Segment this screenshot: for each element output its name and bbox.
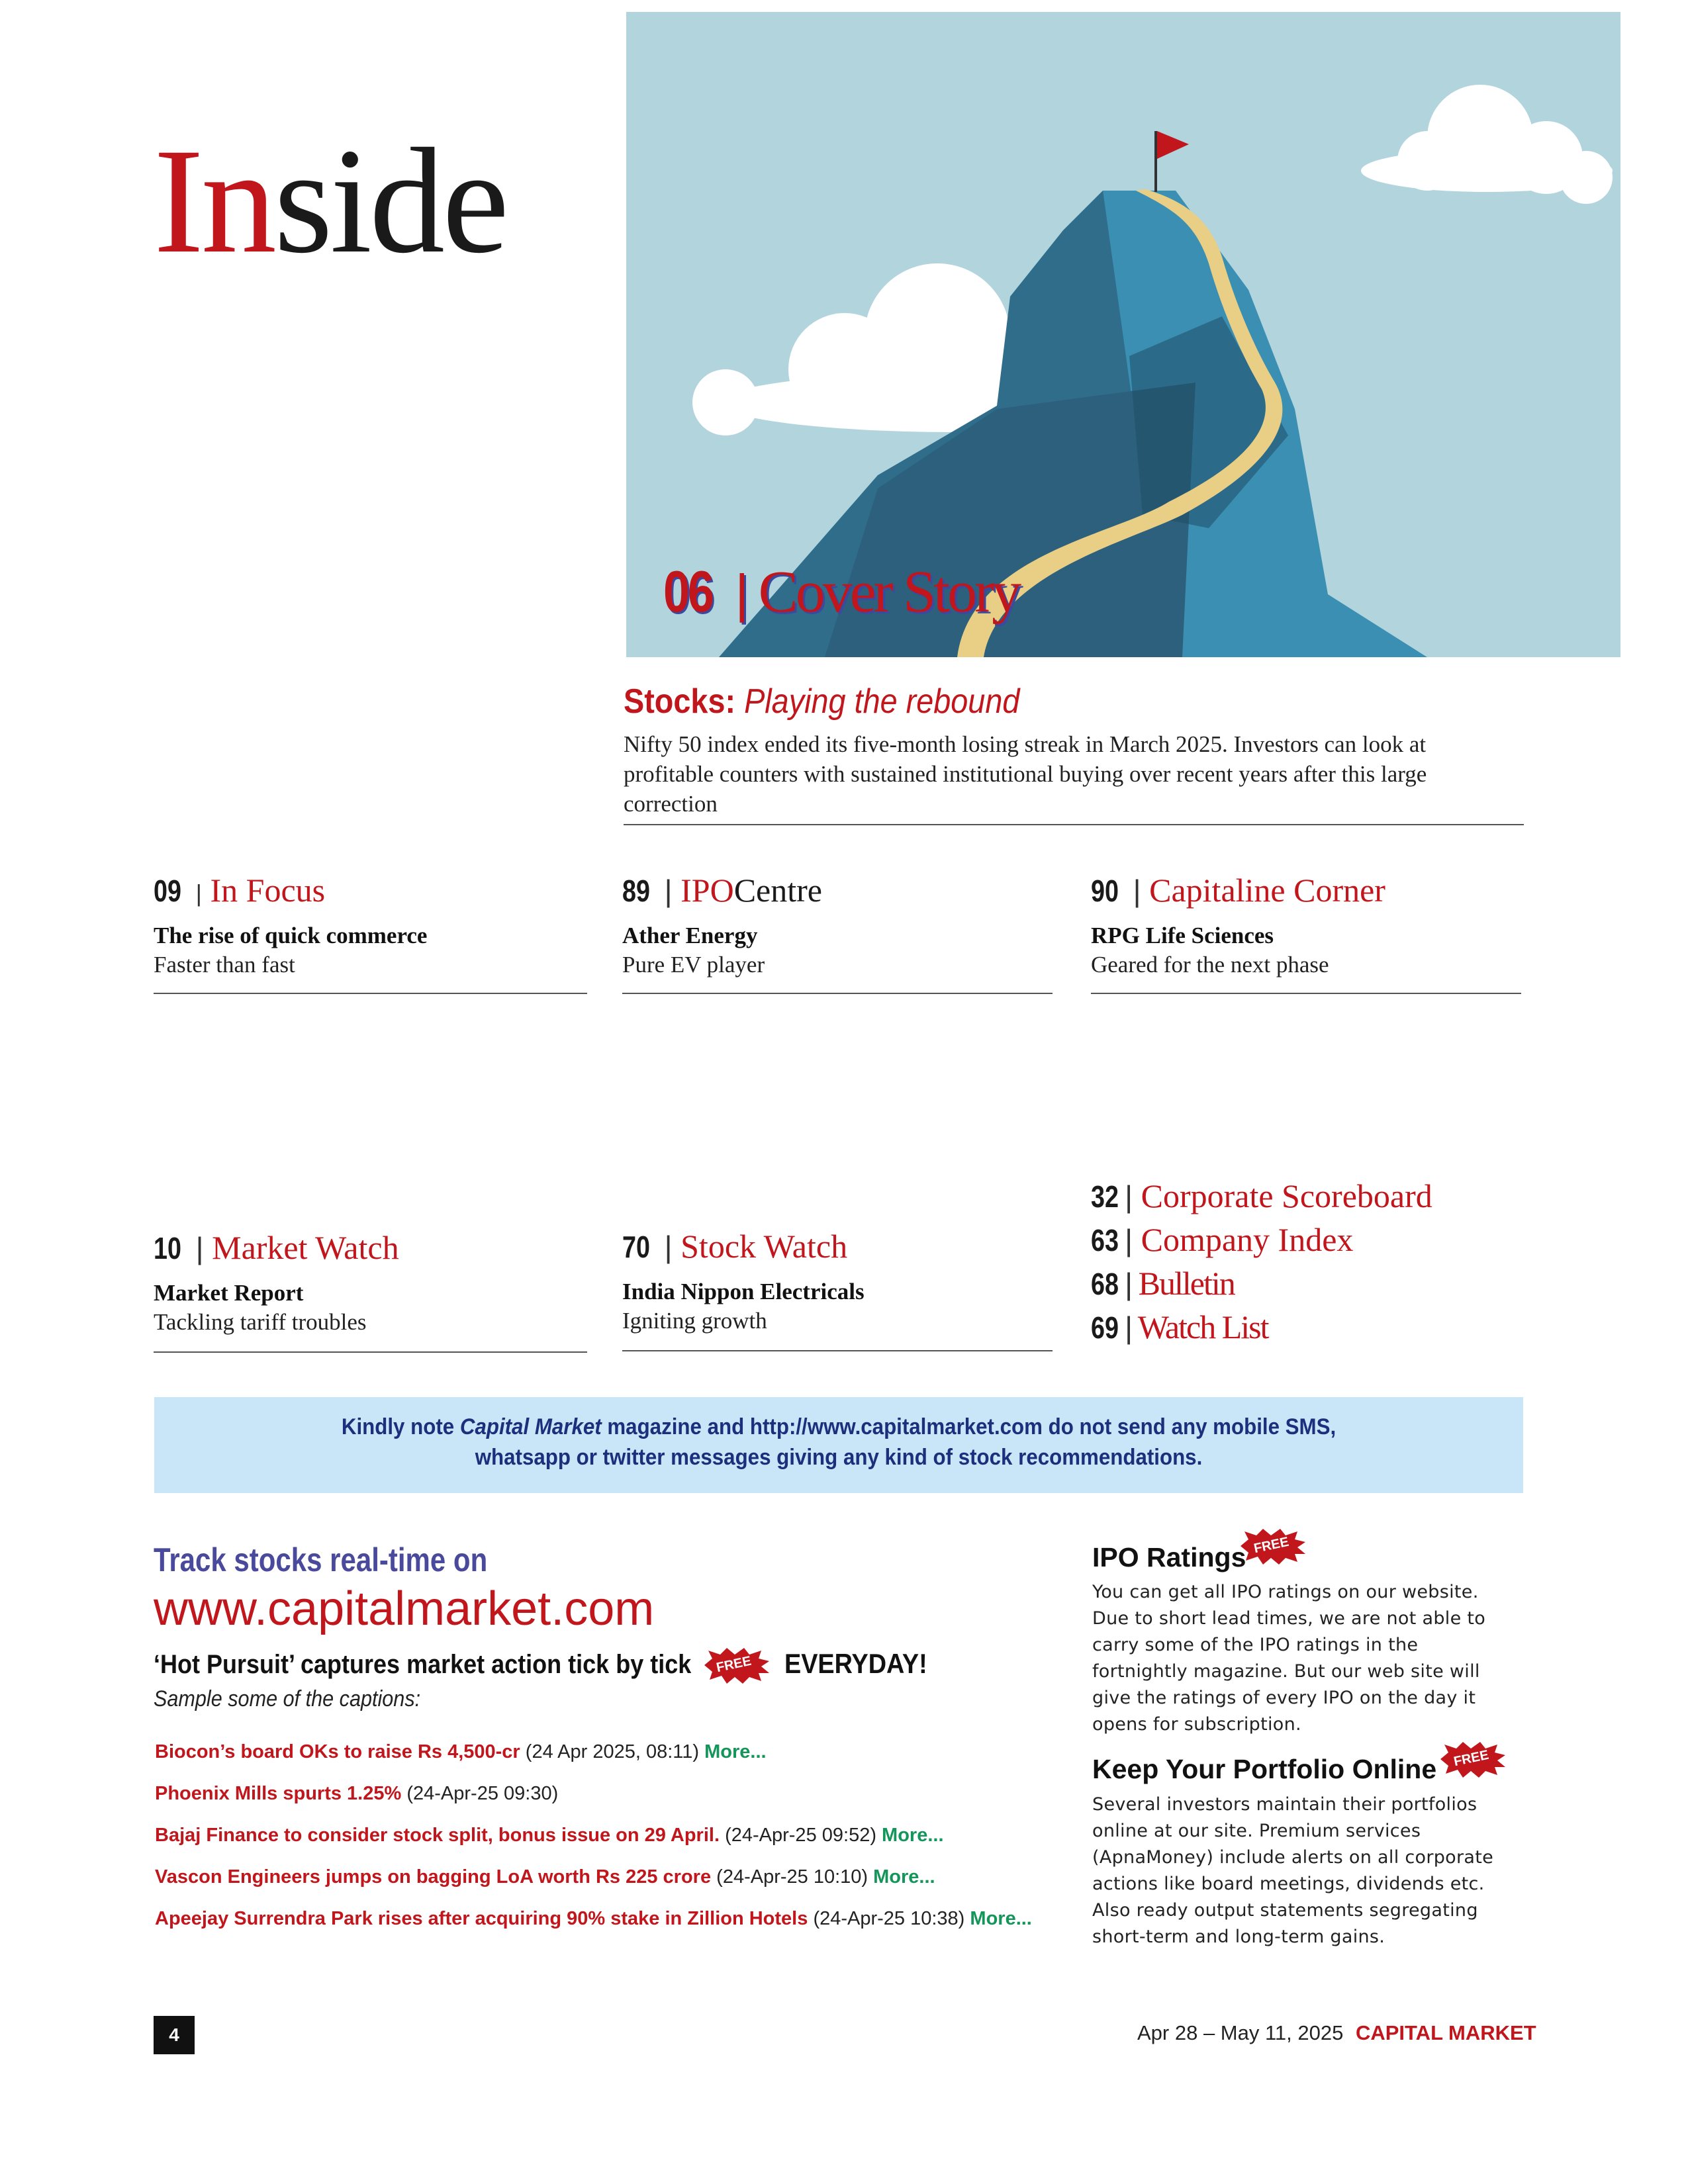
hot-pursuit-line: ‘Hot Pursuit’ captures market action tick by tick <box>154 1650 692 1679</box>
portfolio-heading: Keep Your Portfolio Online <box>1092 1754 1437 1784</box>
index-list <box>1091 1179 1432 1354</box>
section-divider <box>154 1351 587 1353</box>
cover-story-label[interactable]: 06 | Cover Story <box>663 559 1019 625</box>
sample-caption: Sample some of the captions: <box>154 1686 421 1711</box>
cover-blurb: Nifty 50 index ended its five-month losing streak in March 2025. Investors can look at profitable counters with sustained institutional buying over recent years after this large correction <box>624 731 1427 817</box>
portfolio-text: Several investors maintain their portfolios online at our site. Premium services (ApnaMoney) include alerts on all corporate actions like board meetings, dividends etc. Also ready output statements segregating short-term and long-term gains. <box>1092 1794 1494 1947</box>
news-item[interactable]: Biocon’s board OKs to raise Rs 4,500-cr (24 Apr 2025, 08:11) More... <box>155 1741 767 1762</box>
news-item[interactable]: Bajaj Finance to consider stock split, bonus issue on 29 April. (24-Apr-25 09:52) More... <box>155 1825 944 1846</box>
footer-issue: Apr 28 – May 11, 2025 CAPITAL MARKET <box>1137 2021 1536 2044</box>
index-item[interactable]: 32 | Corporate Scoreboard <box>1091 1177 1432 1214</box>
section-stock-watch[interactable]: 70 | Stock Watch India Nippon Electricals Igniting growth <box>622 1228 865 1334</box>
index-item[interactable]: 68 | Bulletin <box>1091 1265 1235 1302</box>
ipo-ratings-heading: IPO Ratings <box>1092 1542 1246 1572</box>
section-ipo-centre[interactable]: 89 | IPOCentre Ather Energy Pure EV player <box>622 872 822 978</box>
page-number: 4 <box>154 2016 195 2054</box>
cover-divider <box>624 824 1524 825</box>
more-link[interactable]: More... <box>873 1866 935 1888</box>
section-divider <box>622 1350 1053 1351</box>
free-badge: FREE <box>1238 1527 1308 1565</box>
section-divider <box>1091 993 1521 994</box>
everyday-label: EVERYDAY! <box>784 1648 927 1679</box>
free-badge: FREE <box>1438 1741 1508 1778</box>
ipo-ratings-text: You can get all IPO ratings on our website. Due to short lead times, we are not able to carry some of the IPO ratings in the fortnightly magazine. But our web site will give the ratings of every IPO on the day it opens for subscription. <box>1092 1582 1486 1735</box>
news-item[interactable]: Vascon Engineers jumps on bagging LoA worth Rs 225 crore (24-Apr-25 10:10) More... <box>155 1866 935 1888</box>
more-link[interactable]: More... <box>882 1825 944 1846</box>
section-capitaline-corner[interactable]: 90 | Capitaline Corner RPG Life Sciences Geared for the next phase <box>1091 872 1385 978</box>
section-divider <box>622 993 1053 994</box>
more-link[interactable]: More... <box>704 1741 767 1762</box>
site-url-link[interactable]: www.capitalmarket.com <box>154 1582 655 1635</box>
more-link[interactable]: More... <box>970 1908 1032 1929</box>
index-item[interactable]: 63 | Company Index <box>1091 1221 1354 1258</box>
section-divider <box>154 993 587 994</box>
news-item[interactable]: Apeejay Surrendra Park rises after acquiring 90% stake in Zillion Hotels (24-Apr-25 10:38) More... <box>155 1908 1032 1929</box>
notice-box: Kindly note Capital Market magazine and http://www.capitalmarket.com do not send any mobile SMS, whatsapp or twitter messages giving any kind of stock recommendations. <box>154 1397 1523 1493</box>
track-heading: Track stocks real-time on <box>154 1541 488 1578</box>
index-item[interactable]: 69 | Watch List <box>1091 1308 1268 1345</box>
section-in-focus[interactable]: 09 | In Focus The rise of quick commerce Faster than fast <box>154 872 428 978</box>
section-market-watch[interactable]: 10 | Market Watch Market Report Tackling tariff troubles <box>154 1229 399 1335</box>
news-item[interactable]: Phoenix Mills spurts 1.25% (24-Apr-25 09:30) <box>155 1783 559 1804</box>
cover-headline[interactable]: Stocks: Playing the rebound <box>624 682 1020 721</box>
page-title: Inside <box>154 118 507 285</box>
free-badge: FREE <box>702 1647 772 1684</box>
